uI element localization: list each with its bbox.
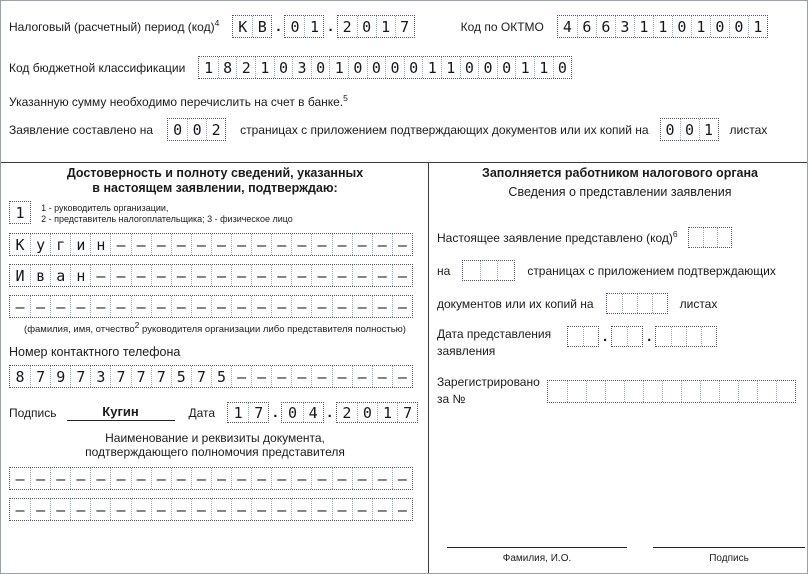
char-cell[interactable] xyxy=(463,261,480,280)
char-cell[interactable]: 0 xyxy=(680,119,699,140)
char-cell[interactable]: 8 xyxy=(218,57,237,78)
submission-date-label-line2: заявления xyxy=(437,344,496,358)
char-cell[interactable]: – xyxy=(15,297,25,316)
char-cell[interactable]: – xyxy=(231,296,251,317)
char-cell[interactable]: а xyxy=(50,265,70,286)
char-cell[interactable]: – xyxy=(291,234,311,255)
char-cell[interactable]: 7 xyxy=(30,366,50,387)
char-cell[interactable] xyxy=(686,327,701,346)
char-cell[interactable]: 2 xyxy=(206,119,225,140)
char-cell[interactable]: 1 xyxy=(691,16,710,37)
char-cell[interactable]: – xyxy=(30,296,50,317)
char-cell[interactable]: 1 xyxy=(255,57,274,78)
char-cell[interactable]: 1 xyxy=(422,57,441,78)
char-cell[interactable] xyxy=(776,381,795,402)
char-cell[interactable]: – xyxy=(110,468,130,489)
char-cell[interactable] xyxy=(700,381,719,402)
char-cell[interactable] xyxy=(567,381,586,402)
officer-signature-block xyxy=(447,547,805,564)
char-cell[interactable] xyxy=(701,327,716,346)
tax-period-row xyxy=(9,15,768,38)
char-cell[interactable]: – xyxy=(90,499,110,520)
char-cell[interactable]: 4 xyxy=(303,403,323,422)
char-cell[interactable]: 3 xyxy=(90,366,110,387)
char-cell[interactable] xyxy=(548,381,567,402)
signature-date-row xyxy=(9,402,421,423)
char-cell[interactable]: 0 xyxy=(672,16,691,37)
char-cell[interactable]: – xyxy=(171,499,191,520)
char-cell[interactable]: 0 xyxy=(729,16,748,37)
patronymic-field[interactable] xyxy=(9,295,413,318)
char-cell[interactable]: 2 xyxy=(236,57,255,78)
date-year-field[interactable] xyxy=(336,402,418,423)
bank-note-row xyxy=(9,95,348,109)
char-cell[interactable]: – xyxy=(372,499,392,520)
char-cell[interactable]: К xyxy=(238,17,248,36)
signer-code-legend xyxy=(41,201,293,225)
char-cell[interactable]: – xyxy=(332,468,352,489)
officer-sheets-label-after: листах xyxy=(679,296,718,311)
char-cell[interactable]: – xyxy=(191,499,211,520)
char-cell[interactable]: – xyxy=(372,234,392,255)
copies-count-field[interactable] xyxy=(660,118,719,141)
char-cell[interactable]: – xyxy=(231,265,251,286)
char-cell[interactable]: 0 xyxy=(460,57,479,78)
char-cell[interactable]: и xyxy=(70,234,90,255)
officer-name-line[interactable] xyxy=(447,547,627,564)
char-cell[interactable]: – xyxy=(30,499,50,520)
char-cell[interactable]: – xyxy=(110,499,130,520)
submission-date-day-field[interactable] xyxy=(567,326,599,347)
char-cell[interactable]: – xyxy=(291,468,311,489)
surname-field[interactable] xyxy=(9,233,413,256)
char-cell[interactable]: – xyxy=(271,296,291,317)
char-cell[interactable]: 1 xyxy=(699,119,718,140)
registered-label xyxy=(437,374,545,408)
kbk-field[interactable] xyxy=(198,56,572,79)
char-cell[interactable] xyxy=(637,294,652,313)
char-cell[interactable]: – xyxy=(110,265,130,286)
char-cell[interactable]: – xyxy=(311,499,331,520)
char-cell[interactable]: 0 xyxy=(348,57,367,78)
submission-date-dot: . xyxy=(603,328,608,345)
char-cell[interactable]: – xyxy=(392,366,412,387)
char-cell[interactable]: – xyxy=(50,499,70,520)
char-cell[interactable]: 1 xyxy=(376,16,395,37)
registration-number-field[interactable] xyxy=(547,380,796,403)
officer-pages-row xyxy=(437,260,803,281)
char-cell[interactable]: 0 xyxy=(287,403,297,422)
char-cell[interactable] xyxy=(703,228,717,247)
fio-caption-footnote: 2 xyxy=(134,319,140,330)
tax-period-quarter-field[interactable] xyxy=(232,15,272,38)
char-cell[interactable]: – xyxy=(311,468,331,489)
char-cell[interactable]: – xyxy=(211,468,231,489)
char-cell[interactable]: – xyxy=(211,234,231,255)
officer-signature-line[interactable] xyxy=(653,547,805,564)
char-cell[interactable]: – xyxy=(251,234,271,255)
char-cell[interactable]: 0 xyxy=(553,57,572,78)
char-cell[interactable]: – xyxy=(352,468,372,489)
char-cell[interactable]: – xyxy=(392,296,412,317)
char-cell[interactable]: – xyxy=(90,296,110,317)
char-cell[interactable]: 0 xyxy=(478,57,497,78)
submitted-code-row xyxy=(437,227,803,248)
char-cell[interactable]: – xyxy=(392,468,412,489)
char-cell[interactable]: – xyxy=(151,265,171,286)
char-cell[interactable]: – xyxy=(211,296,231,317)
submission-date-fields xyxy=(567,326,717,347)
signature-label: Подпись xyxy=(9,405,57,420)
char-cell[interactable]: – xyxy=(211,265,231,286)
char-cell[interactable]: – xyxy=(191,296,211,317)
char-cell[interactable]: 7 xyxy=(110,366,130,387)
char-cell[interactable]: – xyxy=(211,499,231,520)
char-cell[interactable] xyxy=(681,381,700,402)
submission-date-row xyxy=(437,326,803,360)
char-cell[interactable]: 0 xyxy=(187,119,206,140)
char-cell[interactable] xyxy=(627,327,642,346)
composed-label-middle: страницах с приложением подтверждающих документов или их копий на xyxy=(240,122,649,137)
period-separator-dot: . xyxy=(328,18,333,35)
signer-code-row xyxy=(9,201,421,225)
char-cell[interactable]: – xyxy=(251,468,271,489)
composed-label-after: листах xyxy=(729,122,768,137)
char-cell[interactable]: 7 xyxy=(131,366,151,387)
legend-line1: 1 - руководитель организации, xyxy=(41,203,169,213)
bank-note-text xyxy=(9,95,348,109)
char-cell[interactable]: г xyxy=(50,234,70,255)
pages-count-field[interactable] xyxy=(167,118,226,141)
char-cell[interactable]: 2 xyxy=(342,17,352,36)
date-label: Дата xyxy=(188,405,216,420)
char-cell[interactable]: – xyxy=(131,296,151,317)
char-cell[interactable]: – xyxy=(271,468,291,489)
char-cell[interactable] xyxy=(612,327,627,346)
char-cell[interactable]: 3 xyxy=(615,16,634,37)
char-cell[interactable]: 0 xyxy=(274,57,293,78)
char-cell[interactable]: – xyxy=(191,265,211,286)
char-cell[interactable]: – xyxy=(372,468,392,489)
officer-sheets-label-before: документов или их копий на xyxy=(437,296,594,311)
left-heading-line2: в настоящем заявлении, подтверждаю: xyxy=(92,181,338,195)
char-cell[interactable]: – xyxy=(131,468,151,489)
officer-sheets-row xyxy=(437,293,803,314)
registered-row xyxy=(437,374,803,408)
char-cell[interactable]: – xyxy=(392,499,412,520)
char-cell[interactable] xyxy=(480,261,497,280)
signer-code-field[interactable] xyxy=(9,201,31,224)
char-cell[interactable] xyxy=(622,294,637,313)
horizontal-divider xyxy=(1,162,808,163)
char-cell[interactable]: – xyxy=(291,265,311,286)
char-cell[interactable]: 0 xyxy=(173,120,183,139)
char-cell[interactable]: – xyxy=(372,296,392,317)
char-cell[interactable]: 7 xyxy=(151,366,171,387)
tax-period-footnote: 4 xyxy=(214,17,220,28)
char-cell[interactable] xyxy=(689,228,703,247)
document-details-field-row1[interactable] xyxy=(9,467,413,490)
date-separator-dot: . xyxy=(327,404,332,421)
char-cell[interactable]: – xyxy=(271,366,291,387)
char-cell[interactable]: 1 xyxy=(534,57,553,78)
date-month-field[interactable] xyxy=(281,402,323,423)
char-cell[interactable]: 7 xyxy=(248,403,268,422)
char-cell[interactable]: 1 xyxy=(441,57,460,78)
char-cell[interactable]: – xyxy=(70,296,90,317)
char-cell[interactable]: 5 xyxy=(211,366,231,387)
char-cell[interactable]: – xyxy=(352,265,372,286)
officer-pages-label-before: на xyxy=(437,263,451,278)
char-cell[interactable]: – xyxy=(171,468,191,489)
submission-date-month-field[interactable] xyxy=(611,326,643,347)
char-cell[interactable]: 7 xyxy=(191,366,211,387)
document-details-field-row2[interactable] xyxy=(9,498,413,521)
submitted-label-text: Настоящее заявление представлено (код) xyxy=(437,230,673,245)
char-cell[interactable]: К xyxy=(15,235,25,254)
char-cell[interactable] xyxy=(656,327,671,346)
char-cell[interactable] xyxy=(738,381,757,402)
tax-period-label-text: Налоговый (расчетный) период (код) xyxy=(9,19,215,34)
char-cell[interactable]: – xyxy=(110,296,130,317)
composed-row xyxy=(9,118,767,141)
tax-period-year-field[interactable] xyxy=(337,15,415,38)
char-cell[interactable]: – xyxy=(151,296,171,317)
phone-field[interactable] xyxy=(9,365,413,388)
char-cell[interactable] xyxy=(717,228,731,247)
char-cell[interactable]: – xyxy=(332,366,352,387)
char-cell[interactable]: 1 xyxy=(304,16,323,37)
char-cell[interactable]: – xyxy=(90,265,110,286)
char-cell[interactable]: в xyxy=(30,265,50,286)
char-cell[interactable]: 0 xyxy=(367,57,386,78)
char-cell[interactable]: 1 xyxy=(748,16,767,37)
char-cell[interactable]: – xyxy=(332,265,352,286)
char-cell[interactable] xyxy=(652,294,667,313)
char-cell[interactable] xyxy=(671,327,686,346)
char-cell[interactable]: 0 xyxy=(357,403,377,422)
char-cell[interactable]: – xyxy=(70,499,90,520)
officer-sheets-field[interactable] xyxy=(606,293,668,314)
bank-note-footnote: 5 xyxy=(343,93,348,103)
char-cell[interactable]: – xyxy=(251,265,271,286)
char-cell[interactable]: – xyxy=(311,366,331,387)
char-cell[interactable]: 0 xyxy=(404,57,423,78)
phone-label: Номер контактного телефона xyxy=(9,345,181,359)
composed-label-before: Заявление составлено на xyxy=(9,122,154,137)
char-cell[interactable]: – xyxy=(191,468,211,489)
char-cell[interactable]: 1 xyxy=(653,16,672,37)
officer-signature-line-label: Подпись xyxy=(709,553,749,564)
document-caption-line2: подтверждающего полномочия представителя xyxy=(85,445,345,459)
char-cell[interactable]: – xyxy=(311,296,331,317)
char-cell[interactable]: 1 xyxy=(233,403,243,422)
fio-caption-post: руководителя организации либо представителя полностью) xyxy=(139,324,406,335)
kbk-row xyxy=(9,56,572,79)
char-cell[interactable]: 1 xyxy=(515,57,534,78)
char-cell[interactable]: 0 xyxy=(497,57,516,78)
oktmo-label: Код по ОКТМО xyxy=(460,19,544,34)
tax-period-number-field[interactable] xyxy=(284,15,324,38)
taxpayer-confirmation-section xyxy=(9,166,421,521)
char-cell[interactable]: – xyxy=(352,366,372,387)
officer-pages-field[interactable] xyxy=(462,260,515,281)
char-cell[interactable] xyxy=(583,327,598,346)
char-cell[interactable] xyxy=(643,381,662,402)
char-cell[interactable]: – xyxy=(171,234,191,255)
char-cell[interactable]: у xyxy=(30,234,50,255)
char-cell[interactable]: 5 xyxy=(171,366,191,387)
char-cell[interactable]: – xyxy=(372,366,392,387)
char-cell[interactable]: 0 xyxy=(311,57,330,78)
submission-date-dot: . xyxy=(647,328,652,345)
char-cell[interactable]: 4 xyxy=(562,17,572,36)
registered-label-line1: Зарегистрировано xyxy=(437,375,540,389)
char-cell[interactable]: 1 xyxy=(15,203,25,222)
char-cell[interactable]: – xyxy=(171,265,191,286)
char-cell[interactable]: – xyxy=(271,234,291,255)
char-cell[interactable]: – xyxy=(231,499,251,520)
submission-date-label-line1: Дата представления xyxy=(437,327,552,341)
char-cell[interactable]: – xyxy=(131,234,151,255)
char-cell[interactable]: 1 xyxy=(329,57,348,78)
char-cell[interactable]: – xyxy=(131,499,151,520)
char-cell[interactable]: – xyxy=(392,234,412,255)
char-cell[interactable]: И xyxy=(15,266,25,285)
char-cell[interactable]: 6 xyxy=(577,16,596,37)
char-cell[interactable]: н xyxy=(70,265,90,286)
tax-officer-section xyxy=(437,166,803,408)
char-cell[interactable]: – xyxy=(50,468,70,489)
char-cell[interactable]: – xyxy=(352,296,372,317)
submitted-footnote: 6 xyxy=(672,228,678,239)
char-cell[interactable] xyxy=(757,381,776,402)
char-cell[interactable]: 0 xyxy=(357,16,376,37)
char-cell[interactable]: 0 xyxy=(385,57,404,78)
fio-caption xyxy=(9,319,421,335)
char-cell[interactable]: – xyxy=(50,296,70,317)
char-cell[interactable]: – xyxy=(30,468,50,489)
char-cell[interactable]: В xyxy=(252,16,271,37)
char-cell[interactable]: н xyxy=(90,234,110,255)
char-cell[interactable]: 0 xyxy=(290,17,300,36)
char-cell[interactable]: – xyxy=(392,265,412,286)
char-cell[interactable]: – xyxy=(372,265,392,286)
char-cell[interactable]: 0 xyxy=(665,120,675,139)
char-cell[interactable]: – xyxy=(291,499,311,520)
char-cell[interactable]: – xyxy=(251,296,271,317)
left-heading-line1: Достоверность и полноту сведений, указанных xyxy=(66,166,364,180)
char-cell[interactable] xyxy=(605,381,624,402)
char-cell[interactable]: 6 xyxy=(596,16,615,37)
tax-period-label xyxy=(9,17,220,34)
char-cell[interactable]: – xyxy=(352,234,372,255)
char-cell[interactable]: 7 xyxy=(395,16,414,37)
char-cell[interactable]: 0 xyxy=(710,16,729,37)
legend-line2: 2 - представитель налогоплательщика; 3 - физическое лицо xyxy=(41,214,293,224)
char-cell[interactable] xyxy=(624,381,643,402)
char-cell[interactable]: – xyxy=(352,499,372,520)
submission-date-label xyxy=(437,326,557,360)
char-cell[interactable]: 7 xyxy=(70,366,90,387)
char-cell[interactable]: – xyxy=(90,468,110,489)
submitted-code-field[interactable] xyxy=(688,227,732,248)
officer-pages-label-after: страницах с приложением подтверждающих xyxy=(527,263,776,278)
char-cell[interactable]: – xyxy=(271,265,291,286)
right-subheading: Сведения о представлении заявления xyxy=(508,185,732,199)
char-cell[interactable]: – xyxy=(131,265,151,286)
date-separator-dot: . xyxy=(273,404,278,421)
vertical-divider xyxy=(428,162,429,574)
char-cell[interactable]: – xyxy=(332,296,352,317)
char-cell[interactable]: – xyxy=(251,366,271,387)
char-cell[interactable]: – xyxy=(251,499,271,520)
char-cell[interactable]: – xyxy=(191,234,211,255)
char-cell[interactable]: – xyxy=(311,234,331,255)
char-cell[interactable]: – xyxy=(15,500,25,519)
signature-value[interactable]: Кугин xyxy=(67,404,175,421)
submission-date-year-field[interactable] xyxy=(655,326,717,347)
char-cell[interactable]: – xyxy=(110,234,130,255)
char-cell[interactable]: – xyxy=(231,234,251,255)
kbk-label: Код бюджетной классификации xyxy=(9,60,186,75)
char-cell[interactable]: – xyxy=(15,469,25,488)
document-caption xyxy=(9,431,421,459)
char-cell[interactable] xyxy=(497,261,514,280)
char-cell[interactable]: 9 xyxy=(50,366,70,387)
char-cell[interactable]: 8 xyxy=(15,367,25,386)
char-cell[interactable]: – xyxy=(291,296,311,317)
char-cell[interactable]: 2 xyxy=(342,403,352,422)
first-name-field[interactable] xyxy=(9,264,413,287)
char-cell[interactable]: – xyxy=(231,468,251,489)
char-cell[interactable] xyxy=(607,294,622,313)
submitted-label xyxy=(437,228,678,245)
bank-note-label: Указанную сумму необходимо перечислить на счет в банке. xyxy=(9,95,344,109)
char-cell[interactable]: – xyxy=(332,234,352,255)
char-cell[interactable]: – xyxy=(151,234,171,255)
char-cell[interactable]: – xyxy=(151,468,171,489)
char-cell[interactable] xyxy=(662,381,681,402)
registered-label-line2: за № xyxy=(437,392,466,406)
right-heading: Заполняется работником налогового органа xyxy=(481,166,758,180)
char-cell[interactable]: 1 xyxy=(204,58,214,77)
fio-caption-pre: (фамилия, имя, отчество xyxy=(24,324,135,335)
oktmo-field[interactable] xyxy=(557,15,768,38)
char-cell[interactable] xyxy=(586,381,605,402)
char-cell[interactable]: – xyxy=(70,468,90,489)
char-cell[interactable]: – xyxy=(171,296,191,317)
officer-name-line-label: Фамилия, И.О. xyxy=(502,553,572,564)
char-cell[interactable]: 1 xyxy=(634,16,653,37)
char-cell[interactable]: – xyxy=(231,366,251,387)
char-cell[interactable]: 1 xyxy=(377,403,397,422)
char-cell[interactable]: – xyxy=(291,366,311,387)
char-cell[interactable]: – xyxy=(311,265,331,286)
char-cell[interactable]: – xyxy=(332,499,352,520)
char-cell[interactable]: 7 xyxy=(397,403,417,422)
char-cell[interactable] xyxy=(719,381,738,402)
char-cell[interactable] xyxy=(568,327,583,346)
char-cell[interactable]: – xyxy=(151,499,171,520)
period-separator-dot: . xyxy=(276,18,281,35)
char-cell[interactable]: – xyxy=(271,499,291,520)
char-cell[interactable]: 3 xyxy=(292,57,311,78)
date-day-field[interactable] xyxy=(227,402,269,423)
document-caption-line1: Наименование и реквизиты документа, xyxy=(105,431,325,445)
